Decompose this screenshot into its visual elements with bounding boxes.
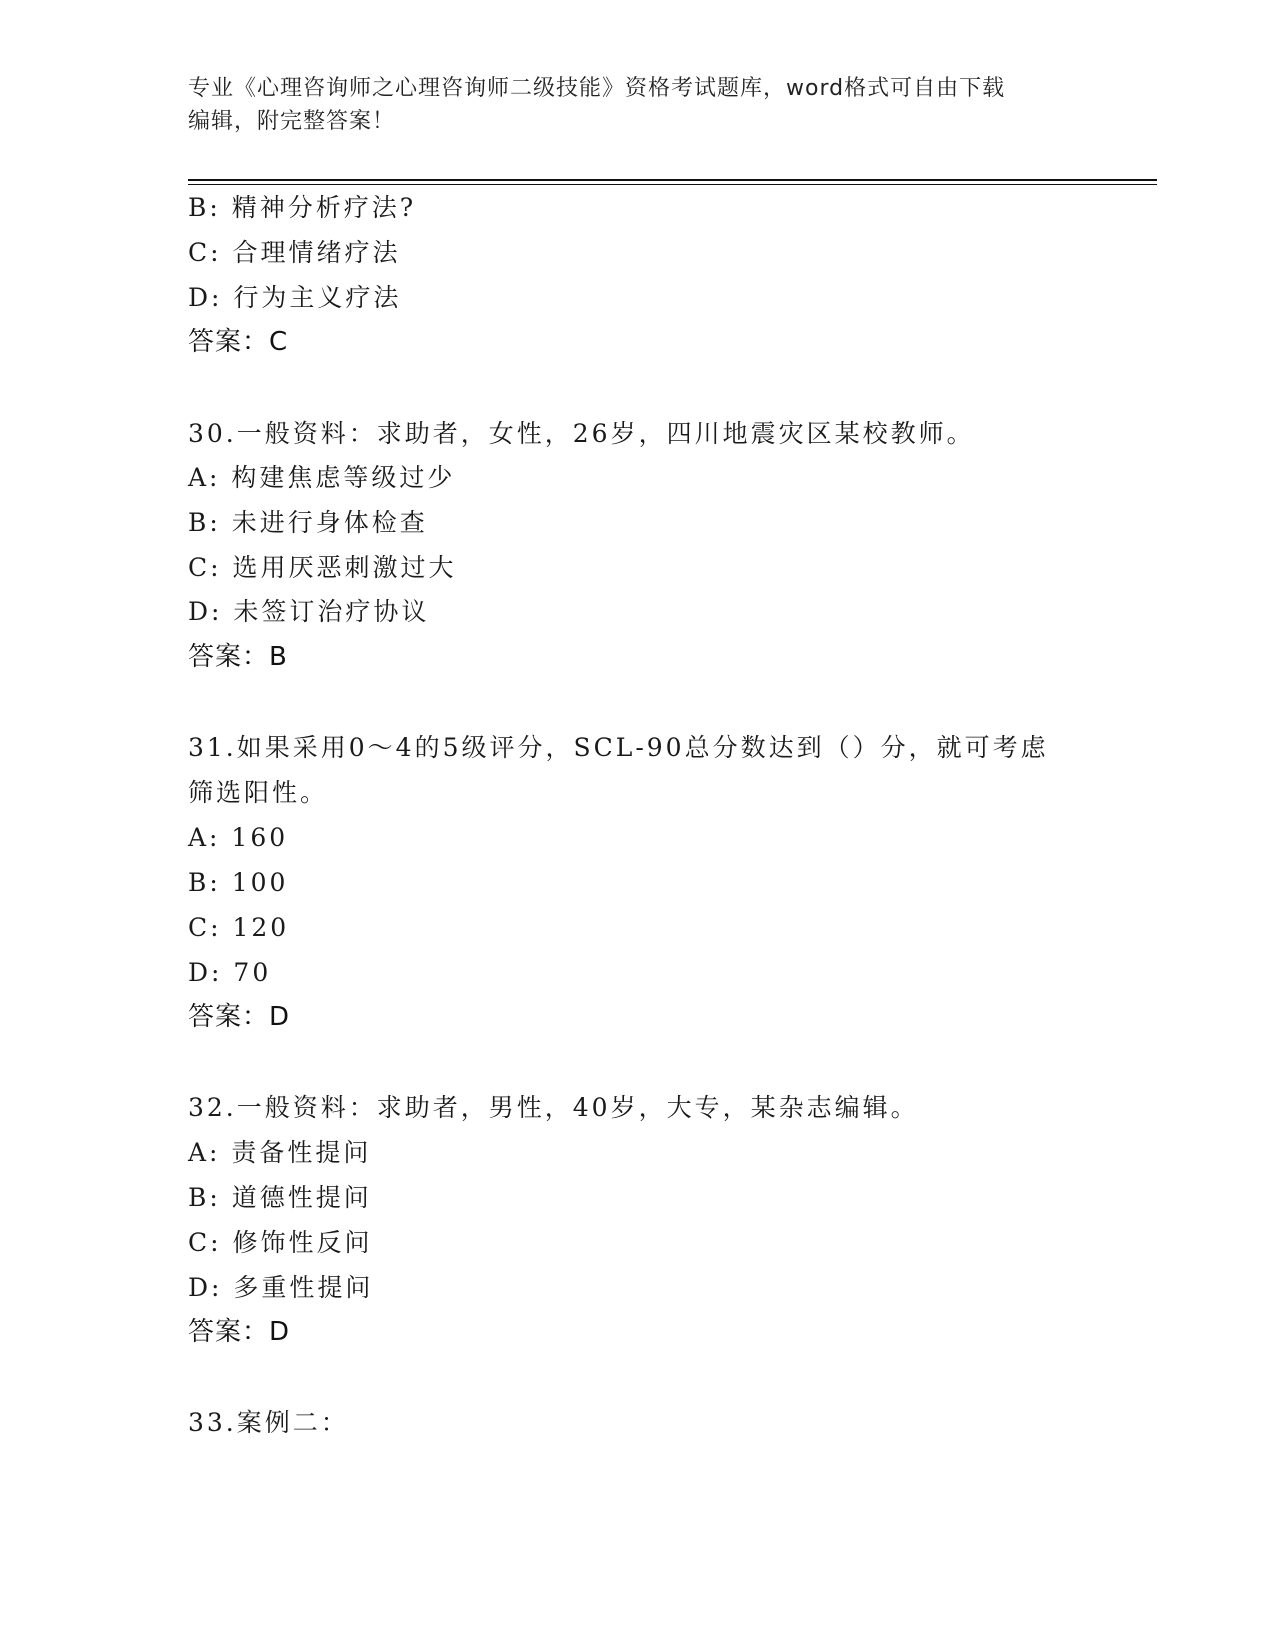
answer-q29: 答案：C [188, 327, 289, 357]
question-30-stem: 30.一般资料：求助者，女性，26岁，四川地震灾区某校教师。 [188, 419, 975, 448]
option-q32-c: C: 修饰性反问 [188, 1228, 373, 1257]
option-q30-b: B: 未进行身体检查 [188, 508, 428, 537]
option-q31-c: C: 120 [188, 913, 290, 942]
option-q30-c: C: 选用厌恶刺激过大 [188, 553, 457, 582]
option-q31-d: D: 70 [188, 958, 272, 987]
option-q31-a: A: 160 [188, 823, 289, 852]
answer-q32: 答案：D [188, 1317, 291, 1347]
question-33-stem: 33.案例二： [188, 1408, 349, 1437]
option-q29-b: B: 精神分析疗法? [188, 193, 417, 222]
option-q29-d: D: 行为主义疗法 [188, 283, 402, 312]
header-divider-thin [188, 184, 1157, 185]
answer-q30: 答案：B [188, 642, 288, 672]
answer-q31: 答案：D [188, 1002, 291, 1032]
question-31-stem-line-2: 筛选阳性。 [188, 778, 329, 807]
option-q32-d: D: 多重性提问 [188, 1273, 374, 1302]
option-q31-b: B: 100 [188, 868, 289, 897]
option-q29-c: C: 合理情绪疗法 [188, 238, 401, 267]
option-q30-d: D: 未签订治疗协议 [188, 597, 430, 626]
question-32-stem: 32.一般资料：求助者，男性，40岁，大专，某杂志编辑。 [188, 1093, 919, 1122]
question-31-stem-line-1: 31.如果采用0～4的5级评分，SCL-90总分数达到（）分，就可考虑 [188, 733, 1049, 762]
option-q32-b: B: 道德性提问 [188, 1183, 372, 1212]
document-header [188, 72, 1068, 138]
option-q32-a: A: 责备性提问 [188, 1138, 372, 1167]
header-line-1: 专业《心理咨询师之心理咨询师二级技能》资格考试题库，word格式可自由下载 [188, 76, 1006, 101]
option-q30-a: A: 构建焦虑等级过少 [188, 463, 456, 492]
header-divider-thick [188, 179, 1157, 181]
header-line-2: 编辑，附完整答案！ [188, 109, 396, 134]
